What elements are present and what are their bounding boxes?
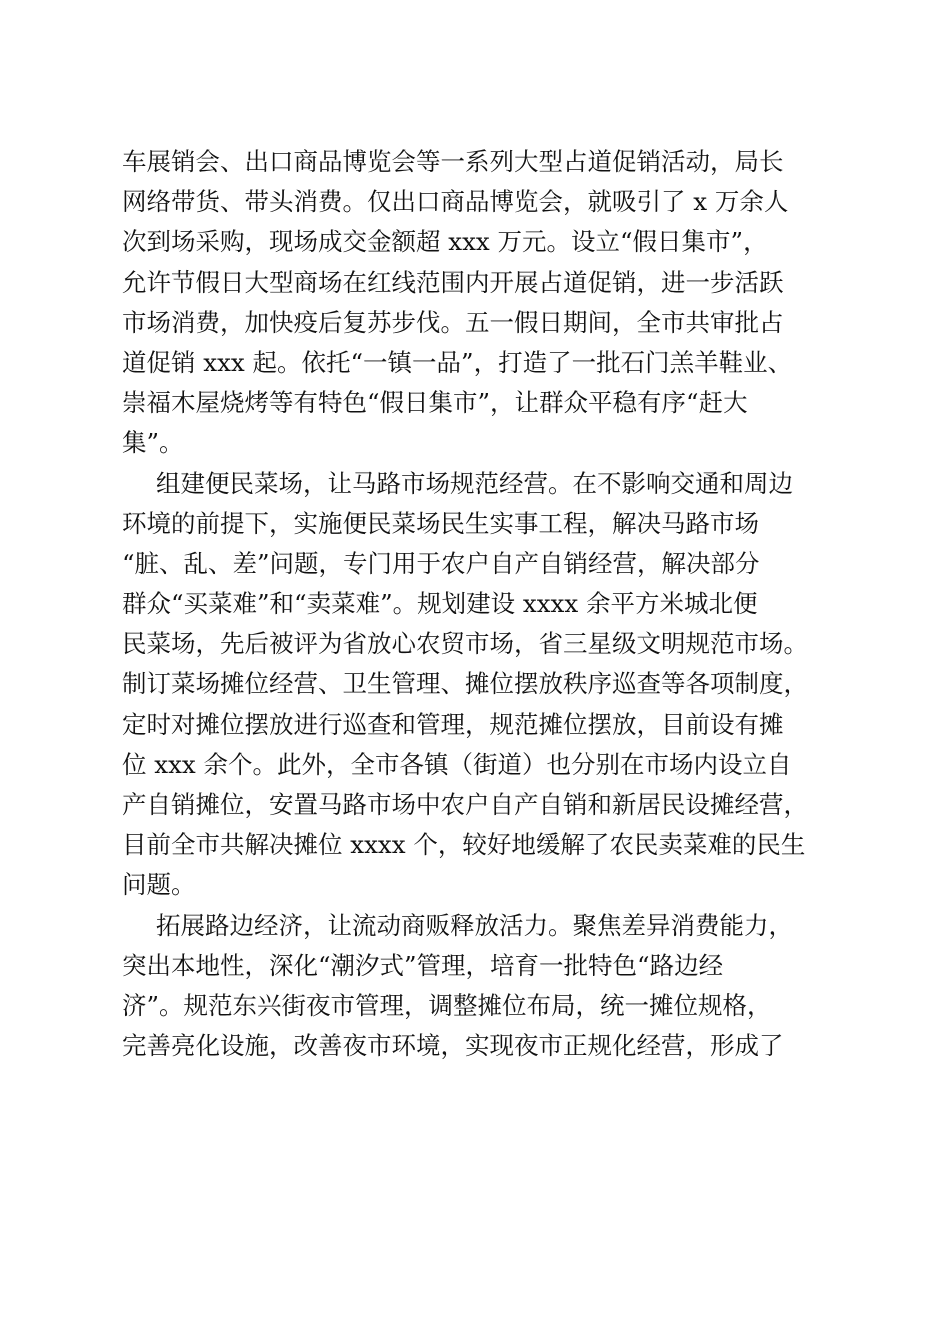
paragraph-2-line-10: 目前全市共解决摊位 xxxx 个，较好地缓解了农民卖菜难的民生 [122, 830, 806, 860]
paragraph-2-line-11: 问题。 [122, 870, 196, 900]
paragraph-1-line-7: 崇福木屋烧烤等有特色“假日集市”，让群众平稳有序“赶大 [122, 388, 748, 418]
paragraph-3-line-3: 济”。规范东兴街夜市管理，调整摊位布局，统一摊位规格， [122, 990, 772, 1020]
paragraph-1-line-2: 网络带货、带头消费。仅出口商品博览会，就吸引了 x 万余人 [122, 187, 789, 217]
body-text [122, 142, 842, 1066]
paragraph-3-line-4: 完善亮化设施，改善夜市环境，实现夜市正规化经营，形成了 [122, 1031, 784, 1061]
paragraph-2-line-5: 民菜场，先后被评为省放心农贸市场，省三星级文明规范市场。 [122, 629, 808, 659]
paragraph-1-line-5: 市场消费，加快疫后复苏步伐。五一假日期间，全市共审批占 [122, 307, 784, 337]
paragraph-1-line-6: 道促销 xxx 起。依托“一镇一品”，打造了一批石门羔羊鞋业、 [122, 347, 793, 377]
paragraph-2-line-6: 制订菜场摊位经营、卫生管理、摊位摆放秩序巡查等各项制度， [122, 669, 808, 699]
paragraph-2-line-7: 定时对摊位摆放进行巡查和管理，规范摊位摆放，目前设有摊 [122, 709, 784, 739]
paragraph-1-line-4: 允许节假日大型商场在红线范围内开展占道促销，进一步活跃 [122, 267, 784, 297]
paragraph-1-line-8: 集”。 [122, 428, 184, 458]
paragraph-1-line-1: 车展销会、出口商品博览会等一系列大型占道促销活动，局长 [122, 147, 784, 176]
paragraph-3-line-1: 拓展路边经济，让流动商贩释放活力。聚焦差异消费能力， [156, 910, 793, 940]
paragraph-2-line-2: 环境的前提下，实施便民菜场民生实事工程，解决马路市场 [122, 508, 759, 538]
paragraph-2-line-8: 位 xxx 余个。此外，全市各镇（街道）也分别在市场内设立自 [122, 749, 792, 779]
paragraph-2-line-9: 产自销摊位，安置马路市场中农户自产自销和新居民设摊经营， [122, 790, 808, 819]
paragraph-2-line-4: 群众“买菜难”和“卖菜难”。规划建设 xxxx 余平方米城北便 [122, 589, 758, 619]
paragraph-1-line-3: 次到场采购，现场成交金额超 xxx 万元。设立“假日集市”， [122, 227, 768, 257]
paragraph-2-line-1: 组建便民菜场，让马路市场规范经营。在不影响交通和周边 [156, 468, 793, 498]
paragraph-3-line-2: 突出本地性，深化“潮汐式”管理，培育一批特色“路边经 [122, 950, 724, 980]
paragraph-2-line-3: “脏、乱、差”问题，专门用于农户自产自销经营，解决部分 [122, 548, 760, 578]
